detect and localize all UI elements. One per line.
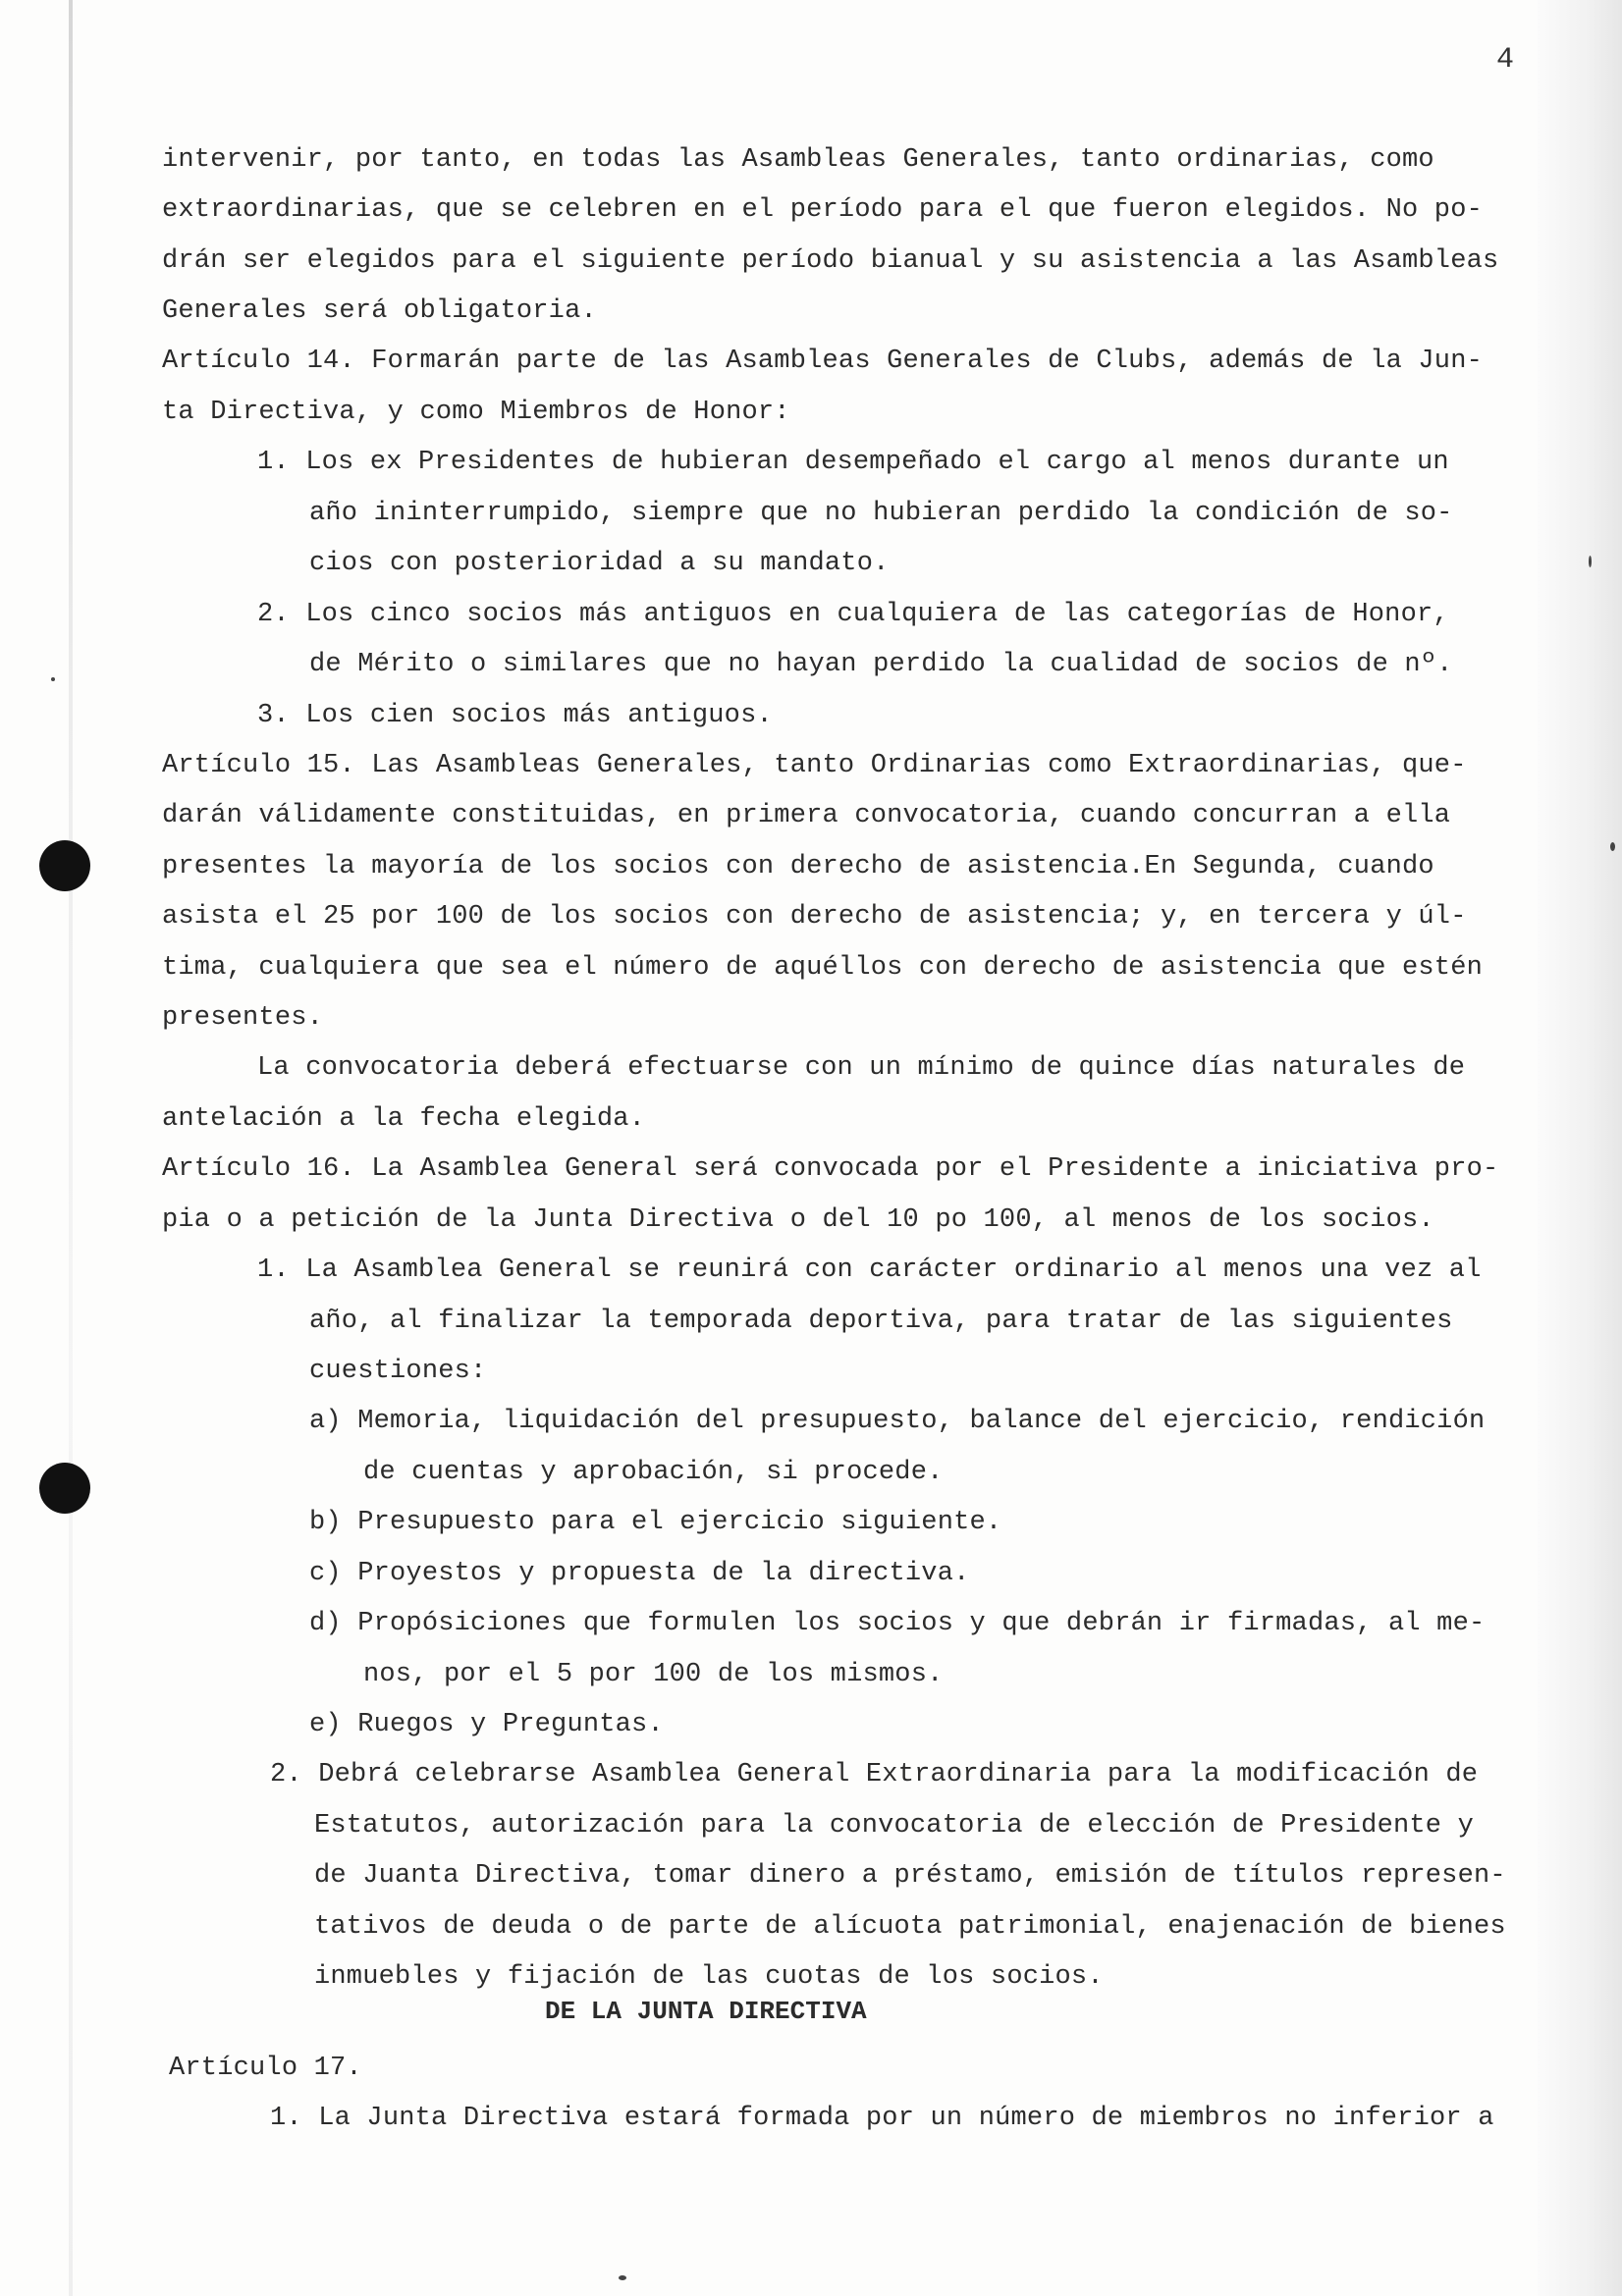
text-line: Artículo 14. Formarán parte de las Asambleas Generales de Clubs, además de la Jun- — [162, 347, 1484, 376]
page-number: 4 — [1496, 43, 1515, 77]
text-line: Artículo 17. — [169, 2054, 362, 2083]
speck — [1589, 556, 1592, 567]
text-line: cios con posterioridad a su mandato. — [309, 549, 890, 578]
text-line: antelación a la fecha elegida. — [162, 1104, 646, 1134]
text-line: c) Proyestos y propuesta de la directiva. — [309, 1559, 970, 1588]
text-line: Estatutos, autorización para la convocatoria de elección de Presidente y — [314, 1811, 1474, 1841]
text-line: d) Propósiciones que formulen los socios y que debrán ir firmadas, al me- — [309, 1609, 1486, 1638]
paper-right-edge — [1538, 0, 1622, 2296]
speck — [1610, 842, 1615, 851]
text-line: extraordinarias, que se celebren en el período para el que fueron elegidos. No po- — [162, 195, 1484, 225]
text-line: presentes la mayoría de los socios con derecho de asistencia.En Segunda, cuando — [162, 852, 1434, 881]
text-line: Artículo 16. La Asamblea General será convocada por el Presidente a iniciativa pro- — [162, 1154, 1499, 1184]
text-line: drán ser elegidos para el siguiente período bianual y su asistencia a las Asambleas — [162, 246, 1499, 276]
section-heading: DE LA JUNTA DIRECTIVA — [545, 1997, 867, 2026]
paper-left-edge — [69, 0, 73, 2296]
text-line: ta Directiva, y como Miembros de Honor: — [162, 398, 790, 427]
text-line: inmuebles y fijación de las cuotas de los socios. — [314, 1962, 1104, 1992]
text-line: 2. Debrá celebrarse Asamblea General Extraordinaria para la modificación de — [270, 1760, 1479, 1789]
text-line: año ininterrumpido, siempre que no hubieran perdido la condición de so- — [309, 499, 1453, 528]
text-line: La convocatoria deberá efectuarse con un mínimo de quince días naturales de — [257, 1053, 1466, 1083]
text-line: b) Presupuesto para el ejercicio siguiente. — [309, 1508, 1002, 1537]
text-line: de cuentas y aprobación, si procede. — [363, 1458, 944, 1487]
text-line: 1. Los ex Presidentes de hubieran desempeñado el cargo al menos durante un — [257, 448, 1449, 477]
text-line: a) Memoria, liquidación del presupuesto, balance del ejercicio, rendición — [309, 1407, 1486, 1436]
text-line: presentes. — [162, 1003, 324, 1033]
text-line: 2. Los cinco socios más antiguos en cualquiera de las categorías de Honor, — [257, 600, 1449, 629]
text-line: de Mérito o similares que no hayan perdido la cualidad de socios de nº. — [309, 650, 1453, 679]
text-line: cuestiones: — [309, 1357, 487, 1386]
speck — [619, 2275, 626, 2280]
text-line: tativos de deuda o de parte de alícuota patrimonial, enajenación de bienes — [314, 1912, 1506, 1942]
text-line: e) Ruegos y Preguntas. — [309, 1710, 664, 1739]
text-line: de Juanta Directiva, tomar dinero a préstamo, emisión de títulos represen- — [314, 1861, 1506, 1891]
text-line: Artículo 15. Las Asambleas Generales, tanto Ordinarias como Extraordinarias, que- — [162, 751, 1467, 780]
text-line: intervenir, por tanto, en todas las Asambleas Generales, tanto ordinarias, como — [162, 145, 1434, 175]
text-line: 3. Los cien socios más antiguos. — [257, 701, 773, 730]
text-line: nos, por el 5 por 100 de los mismos. — [363, 1660, 944, 1689]
punch-hole-bottom — [39, 1463, 90, 1514]
text-line: tima, cualquiera que sea el número de aquéllos con derecho de asistencia que estén — [162, 953, 1484, 983]
text-line: 1. La Junta Directiva estará formada por un número de miembros no inferior a — [270, 2104, 1494, 2133]
text-line: año, al finalizar la temporada deportiva, para tratar de las siguientes — [309, 1307, 1453, 1336]
text-line: 1. La Asamblea General se reunirá con carácter ordinario al menos una vez al — [257, 1255, 1482, 1285]
text-line: asista el 25 por 100 de los socios con derecho de asistencia; y, en tercera y úl- — [162, 902, 1467, 932]
text-line: darán válidamente constituidas, en primera convocatoria, cuando concurran a ella — [162, 801, 1451, 830]
speck — [51, 677, 55, 681]
punch-hole-top — [39, 840, 90, 891]
text-line: pia o a petición de la Junta Directiva o del 10 po 100, al menos de los socios. — [162, 1205, 1434, 1235]
text-line: Generales será obligatoria. — [162, 296, 597, 326]
